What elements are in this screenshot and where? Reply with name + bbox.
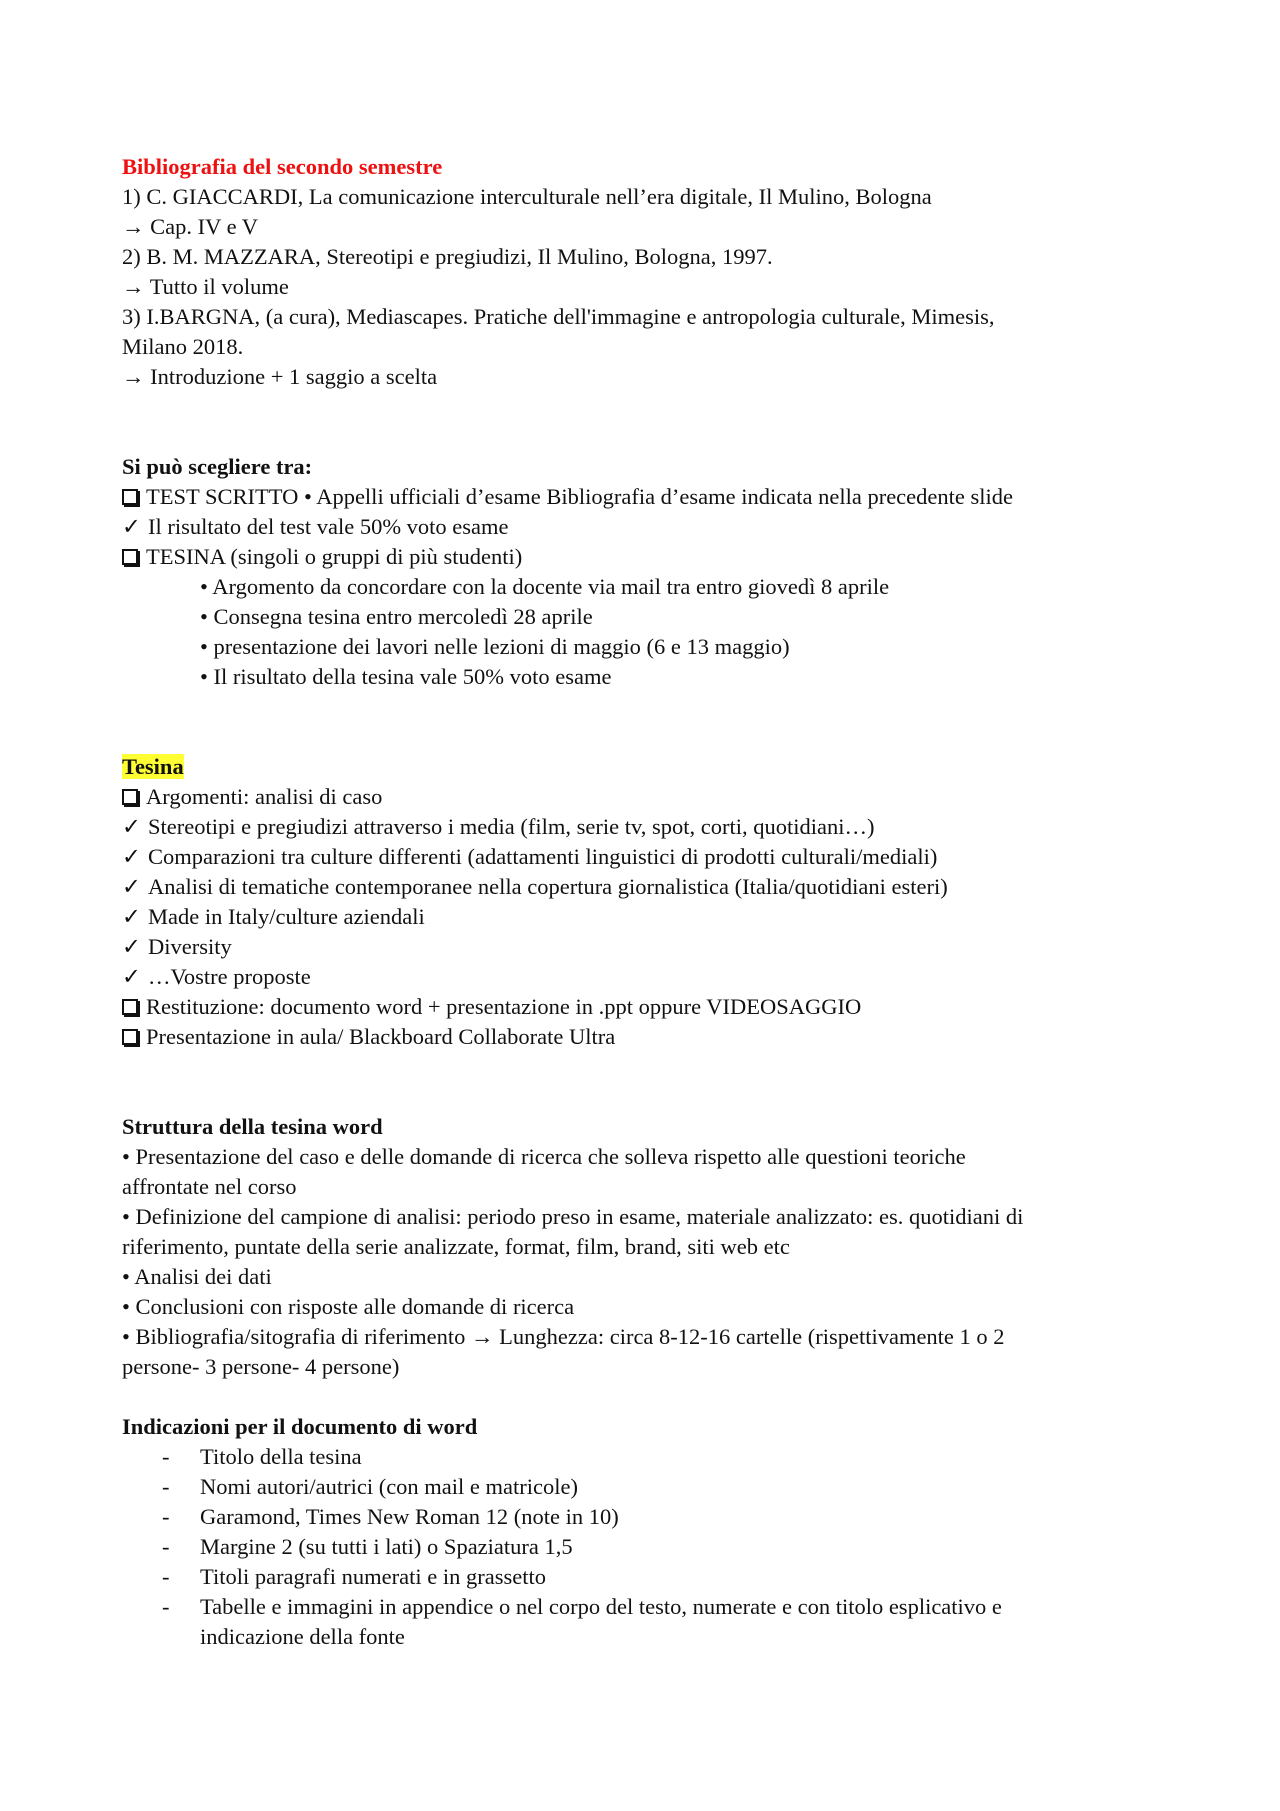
check-icon: ✓: [122, 814, 141, 839]
check-icon: ✓: [122, 904, 141, 929]
tesina-bullet: • Argomento da concordare con la docente via mail tra entro giovedì 8 aprile: [200, 574, 890, 599]
struttura-line: • Presentazione del caso e delle domande di ricerca che solleva rispetto alle questioni teoriche: [122, 1144, 966, 1169]
bibliography-line: → Tutto il volume: [122, 274, 289, 299]
spacer: [122, 1382, 1160, 1412]
tesina-bullet: • Il risultato della tesina vale 50% voto esame: [200, 664, 612, 689]
tesina-section: [122, 752, 1160, 1052]
spacer: [122, 692, 1160, 752]
check-icon: ✓: [122, 514, 141, 539]
indicazioni-item: [122, 1472, 1160, 1502]
option-test-scritto: [122, 482, 1160, 512]
dash-bullet: -: [162, 1474, 170, 1499]
indicazioni-item-label: Titoli paragrafi numerati e in grassetto: [200, 1564, 546, 1589]
argomento-check-item: [122, 932, 1160, 962]
option-tesina-label: TESINA (singoli o gruppi di più studenti): [146, 544, 523, 569]
indicazioni-title: Indicazioni per il documento di word: [122, 1414, 478, 1439]
check-icon: ✓: [122, 874, 141, 899]
struttura-line: • Definizione del campione di analisi: periodo preso in esame, materiale analizzato: es. quotidiani di: [122, 1204, 1024, 1229]
struttura-line: riferimento, puntate della serie analizzate, format, film, brand, siti web etc: [122, 1234, 790, 1259]
indicazioni-item-label: Titolo della tesina: [200, 1444, 362, 1469]
argomento-check-item: [122, 902, 1160, 932]
choice-title: Si può scegliere tra:: [122, 454, 313, 479]
argomento-check-item: [122, 962, 1160, 992]
check-icon: ✓: [122, 934, 141, 959]
dash-bullet: -: [162, 1444, 170, 1469]
indicazioni-item-label: Margine 2 (su tutti i lati) o Spaziatura 1,5: [200, 1534, 573, 1559]
indicazioni-section: [122, 1412, 1160, 1652]
argomento-check-item: [122, 812, 1160, 842]
struttura-line: • Conclusioni con risposte alle domande di ricerca: [122, 1294, 575, 1319]
check-icon: ✓: [122, 964, 141, 989]
option-test-label: TEST SCRITTO • Appelli ufficiali d’esame Bibliografia d’esame indicata nella precedente slide: [146, 484, 1013, 509]
option-test-result: [122, 512, 1160, 542]
argomento-check-item: [122, 872, 1160, 902]
checkbox-icon: [122, 549, 138, 565]
struttura-line: affrontate nel corso: [122, 1174, 297, 1199]
struttura-line: • Analisi dei dati: [122, 1264, 272, 1289]
restituzione-label: Restituzione: documento word + presentazione in .ppt oppure VIDEOSAGGIO: [146, 994, 862, 1019]
restituzione-item: [122, 992, 1160, 1022]
struttura-section: [122, 1112, 1160, 1382]
bibliography-line: 1) C. GIACCARDI, La comunicazione interculturale nell’era digitale, Il Mulino, Bologna: [122, 184, 932, 209]
indicazioni-item-label: Nomi autori/autrici (con mail e matricole): [200, 1474, 578, 1499]
checkbox-icon: [122, 1029, 138, 1045]
argomento-check-label: …Vostre proposte: [148, 964, 311, 989]
check-icon: ✓: [122, 844, 141, 869]
bibliography-section: [122, 152, 1160, 392]
indicazioni-item: [122, 1592, 1160, 1622]
option-test-result-label: Il risultato del test vale 50% voto esame: [148, 514, 509, 539]
argomenti-label: Argomenti: analisi di caso: [146, 784, 383, 809]
struttura-title: Struttura della tesina word: [122, 1114, 383, 1139]
presentazione-item: [122, 1022, 1160, 1052]
indicazioni-item-continuation: [122, 1622, 1160, 1652]
indicazioni-item: [122, 1502, 1160, 1532]
argomenti-item: [122, 782, 1160, 812]
struttura-line: persone- 3 persone- 4 persone): [122, 1354, 400, 1379]
tesina-bullet: • Consegna tesina entro mercoledì 28 aprile: [200, 604, 593, 629]
dash-bullet: -: [162, 1504, 170, 1529]
argomento-check-label: Diversity: [148, 934, 232, 959]
checkbox-icon: [122, 489, 138, 505]
struttura-line: • Bibliografia/sitografia di riferimento → Lunghezza: circa 8-12-16 cartelle (rispettivamente 1 o 2: [122, 1324, 1005, 1349]
indicazioni-item-label: Garamond, Times New Roman 12 (note in 10): [200, 1504, 619, 1529]
dash-bullet: -: [162, 1594, 170, 1619]
tesina-title: Tesina: [122, 754, 184, 779]
bibliography-line: 2) B. M. MAZZARA, Stereotipi e pregiudizi, Il Mulino, Bologna, 1997.: [122, 244, 773, 269]
bibliography-title: Bibliografia del secondo semestre: [122, 154, 443, 179]
bibliography-line: → Introduzione + 1 saggio a scelta: [122, 364, 438, 389]
indicazioni-item: [122, 1532, 1160, 1562]
argomento-check-label: Analisi di tematiche contemporanee nella copertura giornalistica (Italia/quotidiani esteri): [148, 874, 948, 899]
bibliography-line: → Cap. IV e V: [122, 214, 259, 239]
spacer: [122, 392, 1160, 452]
indicazioni-item: [122, 1562, 1160, 1592]
indicazioni-item: [122, 1442, 1160, 1472]
indicazioni-item-label: indicazione della fonte: [200, 1624, 405, 1649]
dash-bullet: -: [162, 1534, 170, 1559]
checkbox-icon: [122, 789, 138, 805]
indicazioni-item-label: Tabelle e immagini in appendice o nel corpo del testo, numerate e con titolo esplicativo e: [200, 1594, 1002, 1619]
argomento-check-item: [122, 842, 1160, 872]
tesina-title-line: [122, 752, 1160, 782]
spacer: [122, 1052, 1160, 1112]
checkbox-icon: [122, 999, 138, 1015]
argomento-check-label: Stereotipi e pregiudizi attraverso i media (film, serie tv, spot, corti, quotidiani…): [148, 814, 875, 839]
presentazione-label: Presentazione in aula/ Blackboard Collaborate Ultra: [146, 1024, 616, 1049]
argomento-check-label: Comparazioni tra culture differenti (adattamenti linguistici di prodotti culturali/mediali): [148, 844, 938, 869]
bibliography-line: 3) I.BARGNA, (a cura), Mediascapes. Pratiche dell'immagine e antropologia culturale, Mimesis,: [122, 304, 995, 329]
choice-section: [122, 452, 1160, 692]
dash-bullet: -: [162, 1564, 170, 1589]
bibliography-line: Milano 2018.: [122, 334, 244, 359]
argomento-check-label: Made in Italy/culture aziendali: [148, 904, 425, 929]
option-tesina: [122, 542, 1160, 572]
tesina-bullet: • presentazione dei lavori nelle lezioni di maggio (6 e 13 maggio): [200, 634, 790, 659]
